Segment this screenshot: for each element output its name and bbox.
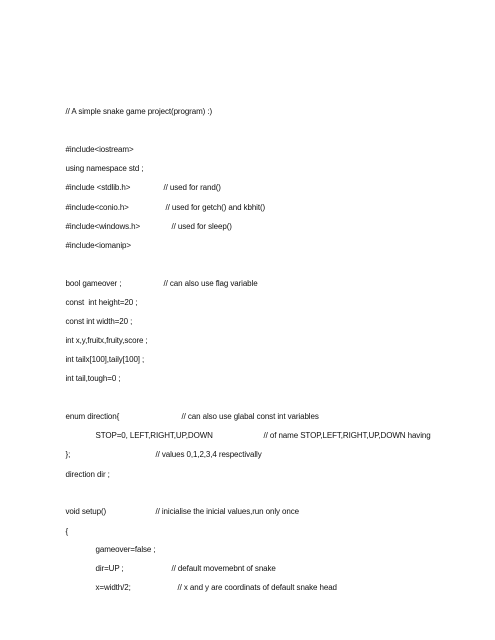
- comment-text: // values 0,1,2,3,4 respectivally: [155, 450, 262, 459]
- comment-text: // used for getch() and kbhit(): [165, 203, 266, 212]
- comment-text: // x and y are coordinats of default snake head: [177, 583, 337, 592]
- code-text: bool gameover ;: [65, 279, 122, 288]
- code-comment: [163, 212, 232, 242]
- code-text: int tailx[100],taily[100] ;: [65, 355, 145, 364]
- comment-text: // can also use glabal const int variables: [181, 412, 319, 421]
- comment-text: // can also use flag variable: [163, 279, 258, 288]
- code-comment: [147, 497, 299, 527]
- code-text: #include<windows.h>: [65, 222, 141, 231]
- code-text: };: [65, 450, 71, 459]
- code-text: const int height=20 ;: [65, 298, 138, 307]
- code-text: {: [65, 527, 69, 536]
- code-text: #include<conio.h>: [65, 203, 129, 212]
- code-text: gameover=false ;: [95, 545, 156, 554]
- code-comment: [147, 440, 262, 470]
- comment-text: // used for sleep(): [171, 222, 232, 231]
- code-line: [57, 460, 110, 490]
- code-text: direction dir ;: [65, 470, 110, 479]
- code-text: #include<iostream>: [65, 145, 134, 154]
- code-line: [57, 517, 68, 547]
- comment-text: // inicialise the inicial values,run only once: [155, 507, 299, 516]
- code-text: void setup(): [65, 507, 107, 516]
- code-text: x=width/2;: [95, 583, 131, 592]
- code-text: enum direction{: [65, 412, 120, 421]
- code-line: [57, 231, 131, 261]
- code-line: [57, 364, 120, 394]
- code-comment: [255, 421, 431, 451]
- code-text: const int width=20 ;: [65, 317, 133, 326]
- code-text: #include <stdlib.h>: [65, 183, 131, 192]
- code-line: [57, 97, 212, 127]
- comment-text: // used for rand(): [163, 183, 221, 192]
- comment-text: // default movemebnt of snake: [171, 564, 276, 573]
- code-line: [87, 573, 131, 603]
- code-text: using namespace std ;: [65, 164, 144, 173]
- code-text: #include<iomanip>: [65, 241, 131, 250]
- code-comment: [169, 573, 337, 603]
- code-text: int tail,tough=0 ;: [65, 374, 121, 383]
- code-text: // A simple snake game project(program) :): [65, 107, 213, 116]
- code-text: STOP=0, LEFT,RIGHT,UP,DOWN: [95, 431, 213, 440]
- comment-text: // of name STOP,LEFT,RIGHT,UP,DOWN having: [263, 431, 431, 440]
- code-text: int x,y,fruitx,fruity,score ;: [65, 336, 148, 345]
- code-comment: [155, 269, 258, 299]
- code-text: dir=UP ;: [95, 564, 124, 573]
